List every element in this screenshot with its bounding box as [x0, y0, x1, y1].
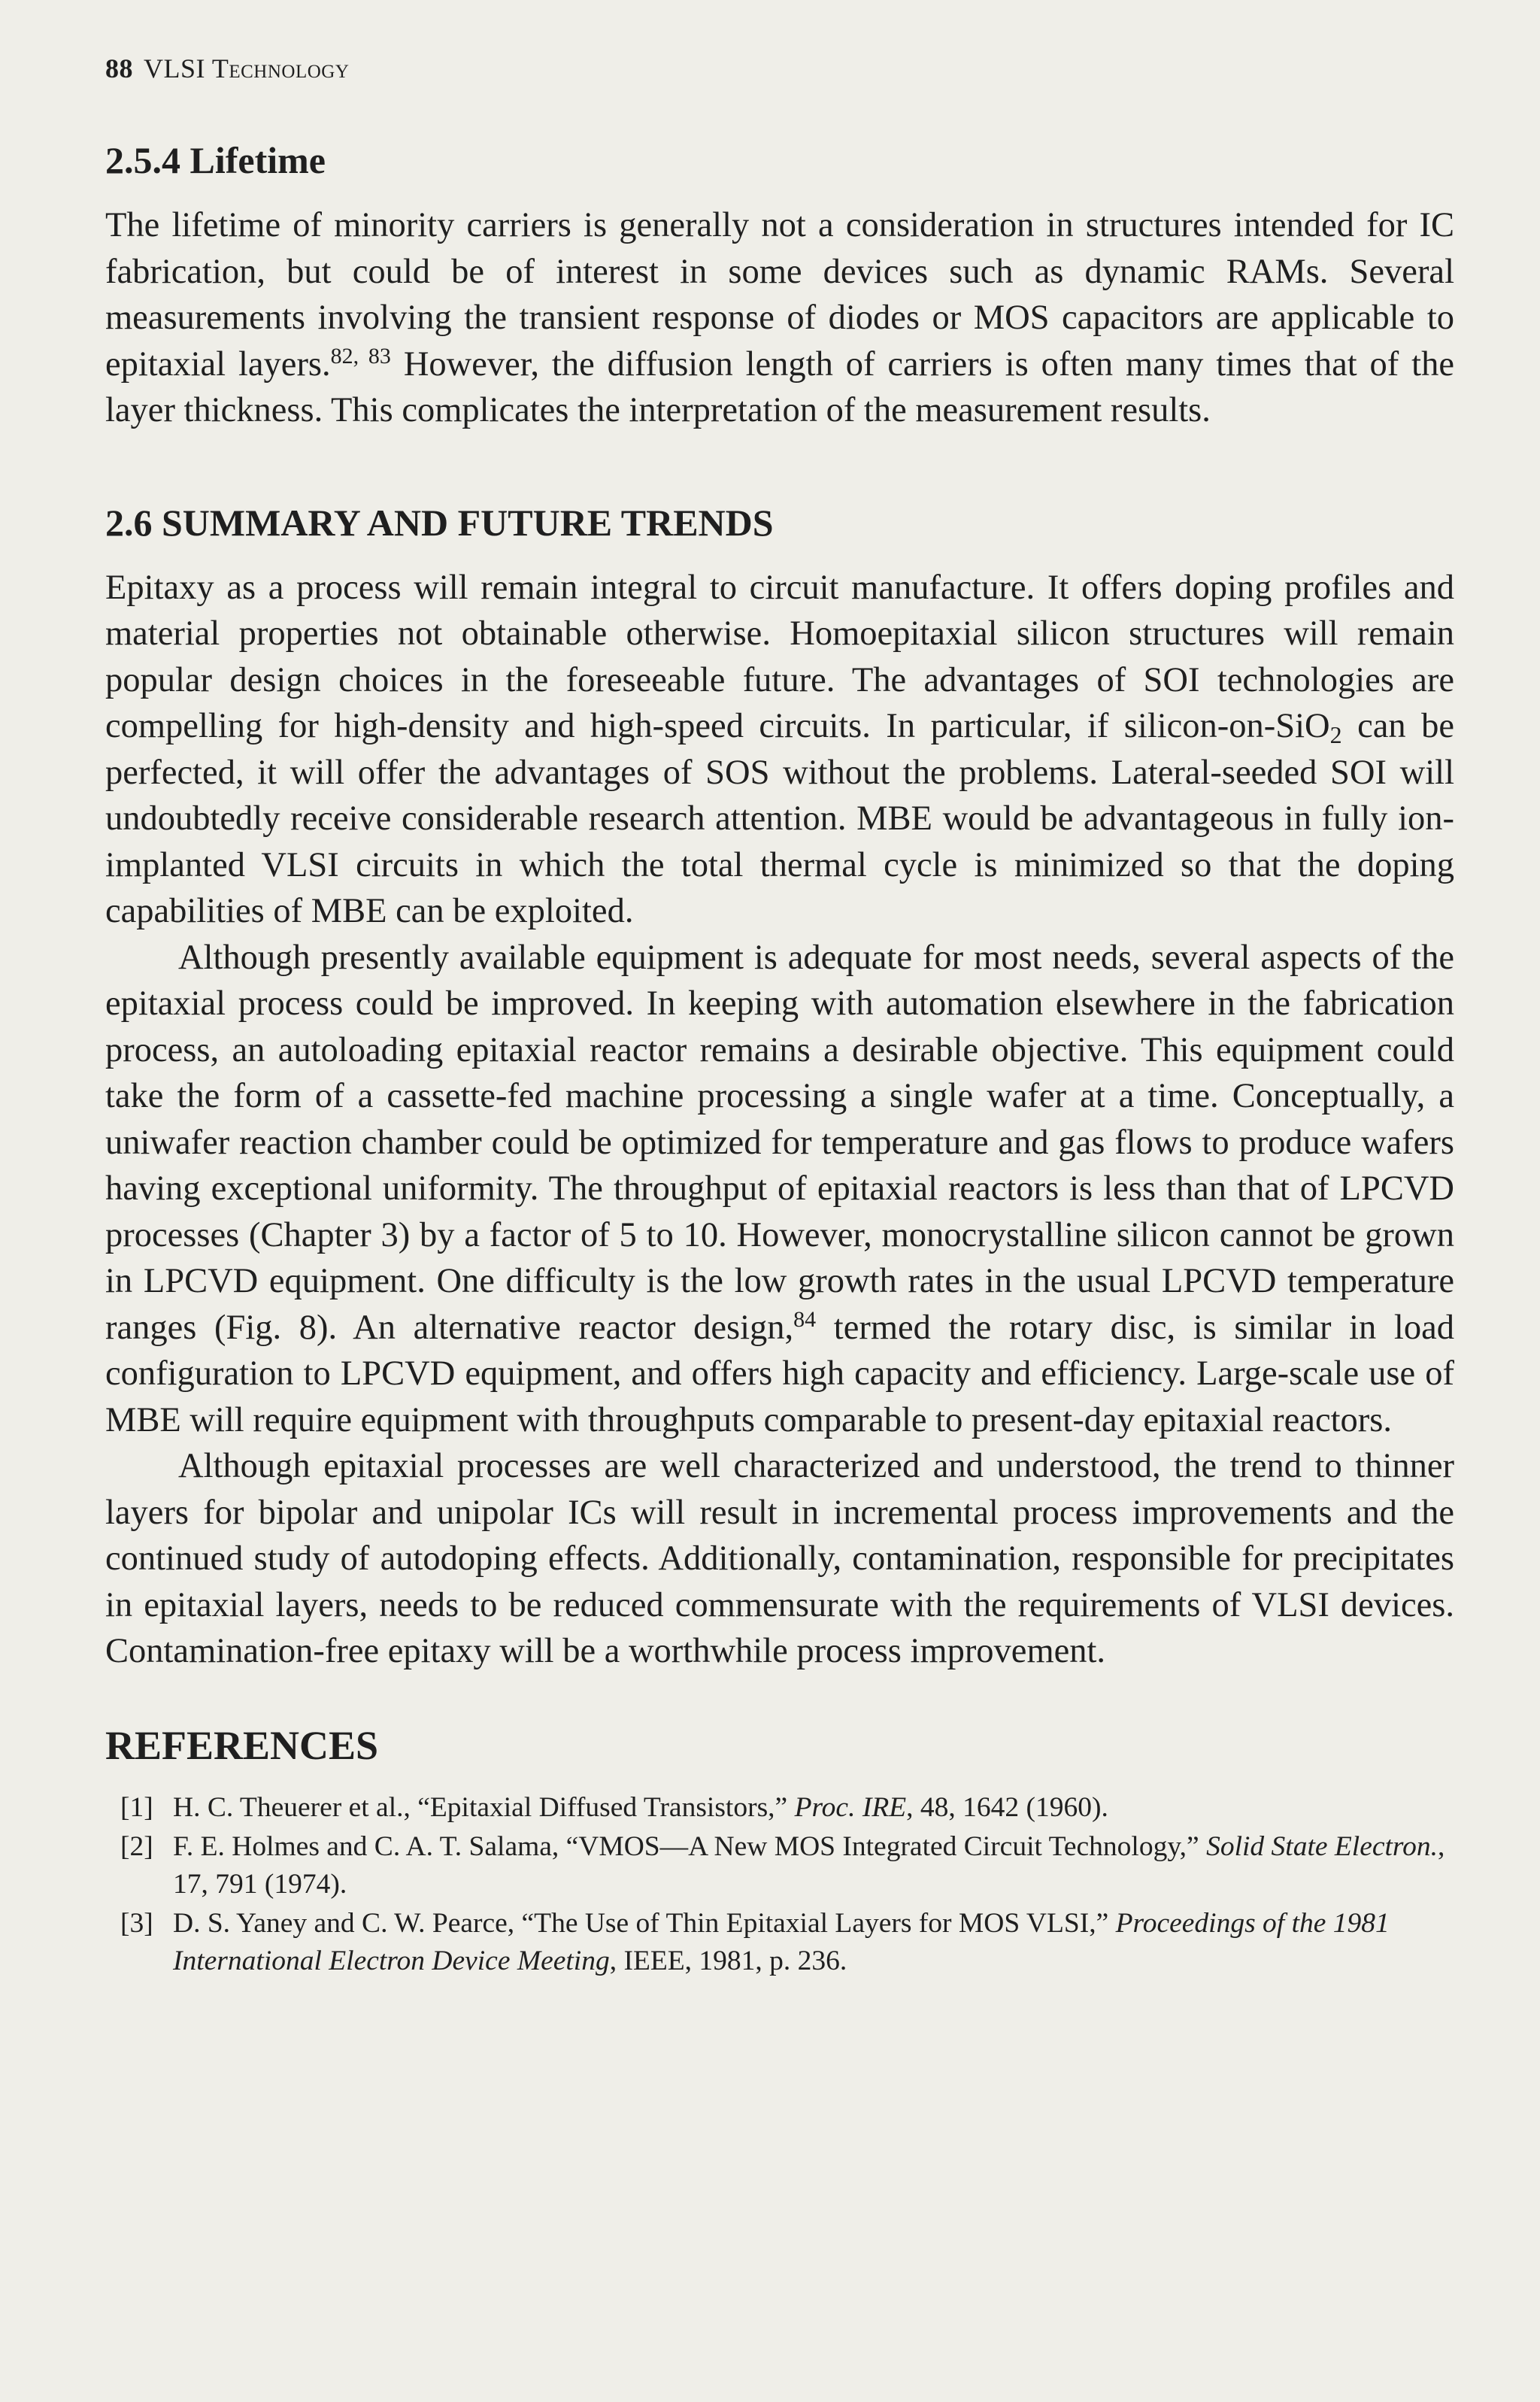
reference-item: [1] H. C. Theuerer et al., “Epitaxial Diffused Transistors,” Proc. IRE, 48, 1642 (1960).: [105, 1789, 1454, 1827]
journal-name: Solid State Electron.: [1206, 1831, 1438, 1863]
page-number: 88: [105, 53, 133, 83]
section-heading-summary: 2.6 SUMMARY AND FUTURE TRENDS: [105, 501, 774, 544]
book-page: [105, 53, 1454, 1982]
journal-name: Proceedings of the 1981 International Electron Device Meeting: [173, 1908, 1390, 1977]
reference-number: [1]: [120, 1792, 153, 1824]
summary-paragraph-2: Although presently available equipment is adequate for most needs, several aspects of the epitaxial process could be improved. In keeping with automation elsewhere in the fabrication process, an autoloading epitaxial reactor remains a desirable objective. This equipment could take the form of a cassette-fed machine processing a single wafer at a time. Conceptually, a uniwafer reaction chamber could be optimized for temperature and gas flows to produce wafers having exceptional uniformity. The throughput of epitaxial reactors is less than that of LPCVD processes (Chapter 3) by a factor of 5 to 10. However, monocrystalline silicon cannot be grown in LPCVD equipment. One difficulty is the low growth rates in the usual LPCVD temperature ranges (Fig. 8). An alternative reactor design,$^{84}$ termed the rotary disc, is similar in load configuration to LPCVD equipment, and offers high capacity and efficiency. Large-scale use of MBE will require equipment with throughputs comparable to present-day epitaxial reactors.: [105, 938, 1454, 1439]
subscript: 2: [1329, 721, 1342, 749]
references-heading: REFERENCES: [105, 1722, 379, 1768]
summary-paragraph-3: Although epitaxial processes are well characterized and understood, the trend to thinner layers for bipolar and unipolar ICs will result in incremental process improvements and the continued study of autodoping effects. Additionally, contamination, responsible for precipitates in epitaxial layers, needs to be reduced commensurate with the requirements of VLSI devices. Contamination-free epitaxy will be a worthwhile process improvement.: [105, 1447, 1454, 1671]
references-list: [105, 1789, 1454, 1980]
lifetime-paragraph: The lifetime of minority carriers is generally not a consideration in structures intended for IC fabrication, but could be of interest in some devices such as dynamic RAMs. Several measurements involving the transient response of diodes or MOS capacitors are applicable to epitaxial layers.$^{82, 83}$ However, the diffusion length of carriers is often many times that of the layer thickness. This complicates the interpretation of the measurement results.: [105, 206, 1454, 430]
reference-item: [2] F. E. Holmes and C. A. T. Salama, “VMOS—A New MOS Integrated Circuit Technology,” Solid State Electron., 17, 791 (1974).: [105, 1828, 1454, 1903]
summary-paragraph-1: Epitaxy as a process will remain integral to circuit manufacture. It offers doping profiles and material properties not obtainable otherwise. Homoepitaxial silicon structures will remain popular design choices in the foreseeable future. The advantages of SOI technologies are compelling for high-density and high-speed circuits. In particular, if silicon-on-SiO$_2$ can be perfected, it will offer the advantages of SOS without the problems. Lateral-seeded SOI will undoubtedly receive considerable research attention. MBE would be advantageous in fully ion-implanted VLSI circuits in which the total thermal cycle is minimized so that the doping capabilities of MBE can be exploited.: [105, 568, 1454, 931]
section-heading-lifetime: 2.5.4 Lifetime: [105, 139, 326, 182]
citation-superscript: 82, 83: [330, 343, 391, 368]
book-title: VLSI Technology: [144, 53, 350, 83]
running-head: [105, 53, 1454, 85]
reference-number: [2]: [120, 1831, 153, 1863]
journal-name: Proc. IRE: [794, 1792, 907, 1824]
reference-number: [3]: [120, 1908, 153, 1939]
reference-item: [3] D. S. Yaney and C. W. Pearce, “The Use of Thin Epitaxial Layers for MOS VLSI,” Proceedings of the 1981 International Electron Device Meeting, IEEE, 1981, p. 236.: [105, 1905, 1454, 1980]
citation-superscript: 84: [793, 1306, 817, 1332]
